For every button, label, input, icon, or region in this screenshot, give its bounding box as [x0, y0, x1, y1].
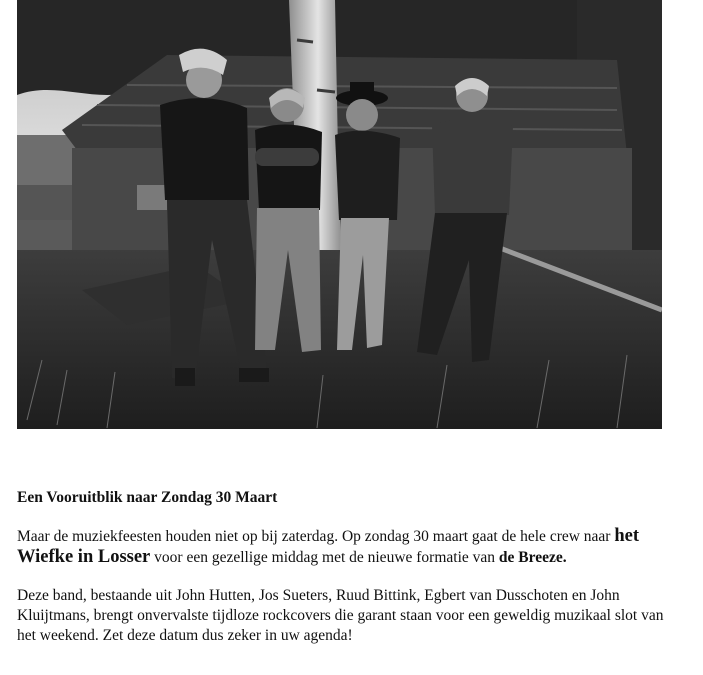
- paragraph-event: [17, 526, 667, 568]
- band-photo: [17, 0, 662, 429]
- article-heading: Een Vooruitblik naar Zondag 30 Maart: [17, 489, 278, 506]
- paragraph-band: Deze band, bestaande uit John Hutten, Jos Sueters, Ruud Bittink, Egbert van Dusschoten en John Kluijtmans, brengt onvervalste tijdloze rockcovers die garant staan voor een geweldig muzikaal slot van het weekend. Zet deze datum dus zeker in uw agenda!: [17, 587, 664, 644]
- article: [17, 488, 667, 664]
- band-name: de Breeze.: [498, 549, 567, 566]
- paragraph-event-text-1: Maar de muziekfeesten houden niet op bij zaterdag. Op zondag 30 maart gaat de hele crew naar: [17, 528, 615, 545]
- venue-name: het Wiefke in Losser: [17, 526, 640, 567]
- paragraph-event-text-2: voor een gezellige middag met de nieuwe formatie van: [150, 549, 499, 566]
